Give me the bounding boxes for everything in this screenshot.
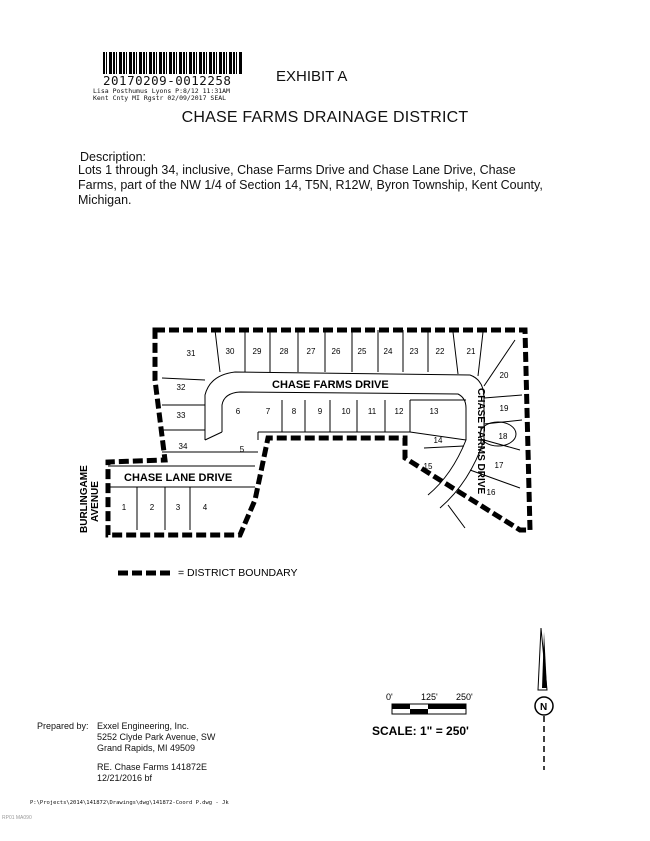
scale-tick-250: 250' [456, 692, 473, 702]
lot-number: 13 [429, 407, 439, 416]
scale-bar [372, 692, 473, 738]
lot-number: 24 [383, 347, 393, 356]
legend-text: = DISTRICT BOUNDARY [178, 567, 298, 579]
lot-number: 3 [175, 503, 181, 512]
burlingame-label-2: AVENUE [90, 481, 101, 522]
description-label: Description: [80, 150, 146, 164]
scale-label: SCALE: 1" = 250' [372, 724, 469, 738]
burlingame-label-1: BURLINGAME [79, 465, 90, 533]
lot-number: 21 [466, 347, 476, 356]
lot-number: 12 [394, 407, 404, 416]
lot-number: 2 [149, 503, 155, 512]
lot-number: 25 [357, 347, 367, 356]
lot-number: 6 [235, 407, 241, 416]
lot-number: 23 [409, 347, 419, 356]
lot-number: 15 [423, 462, 433, 471]
recording-number: 20170209-0012258 [103, 73, 232, 88]
lot-number: 29 [252, 347, 262, 356]
prepared-label: Prepared by: [37, 721, 89, 731]
lot-number: 8 [291, 407, 297, 416]
lot-number: 22 [435, 347, 445, 356]
prepared-company: Exxel Engineering, Inc. [97, 721, 190, 731]
lot-number: 33 [176, 411, 186, 420]
scale-tick-0: 0' [386, 692, 393, 702]
file-path-footer: P:\Projects\2014\141872\Drawings\dwg\141872-Coord P.dwg - Jk [30, 800, 229, 806]
lot-number: 28 [279, 347, 289, 356]
prepared-date: 12/21/2016 bf [97, 773, 153, 783]
chase-lane-drive-label: CHASE LANE DRIVE [124, 472, 233, 484]
lot-number: 7 [265, 407, 271, 416]
lot-number: 18 [498, 432, 508, 441]
north-icon: N [540, 702, 548, 713]
exhibit-label: EXHIBIT A [276, 68, 348, 85]
lot-number: 4 [202, 503, 208, 512]
lot-number: 1 [121, 503, 127, 512]
document-title: CHASE FARMS DRAINAGE DISTRICT [181, 109, 469, 126]
lot-number: 14 [433, 436, 443, 445]
lot-number: 9 [317, 407, 323, 416]
lot-number: 19 [499, 404, 509, 413]
lot-number: 20 [499, 371, 509, 380]
lot-number: 5 [239, 445, 245, 454]
chase-farms-drive-label: CHASE FARMS DRIVE [272, 379, 389, 391]
north-arrow [535, 628, 553, 770]
scale-tick-125: 125' [421, 692, 438, 702]
lot-number: 30 [225, 347, 235, 356]
recording-line-2: Kent Cnty MI Rgstr 02/09/2017 SEAL [93, 94, 227, 102]
lot-number: 31 [186, 349, 196, 358]
prepared-address-2: Grand Rapids, MI 49509 [97, 743, 196, 753]
lot-number: 34 [178, 442, 188, 451]
prepared-re: RE. Chase Farms 141872E [97, 762, 208, 772]
lot-number: 26 [331, 347, 341, 356]
prepared-address-1: 5252 Clyde Park Avenue, SW [97, 732, 216, 742]
lot-number: 27 [306, 347, 316, 356]
description-text: Lots 1 through 34, inclusive, Chase Farms Drive and Chase Lane Drive, Chase Farms, part of the NW 1/4 of Section 14, T5N, R12W, Byron Township, Kent County, Michigan. [78, 163, 543, 207]
lot-number: 32 [176, 383, 186, 392]
chase-farms-drive-vertical-label: CHASE FARMS DRIVE [475, 388, 486, 495]
lot-number: 17 [494, 461, 504, 470]
lot-number: 10 [341, 407, 351, 416]
recording-line-1: Lisa Posthumus Lyons P:8/12 11:31AM [93, 87, 230, 95]
lot-number: 11 [367, 407, 377, 416]
scan-stamp: RP01 MA090 [2, 815, 32, 821]
lot-number: 16 [486, 488, 496, 497]
